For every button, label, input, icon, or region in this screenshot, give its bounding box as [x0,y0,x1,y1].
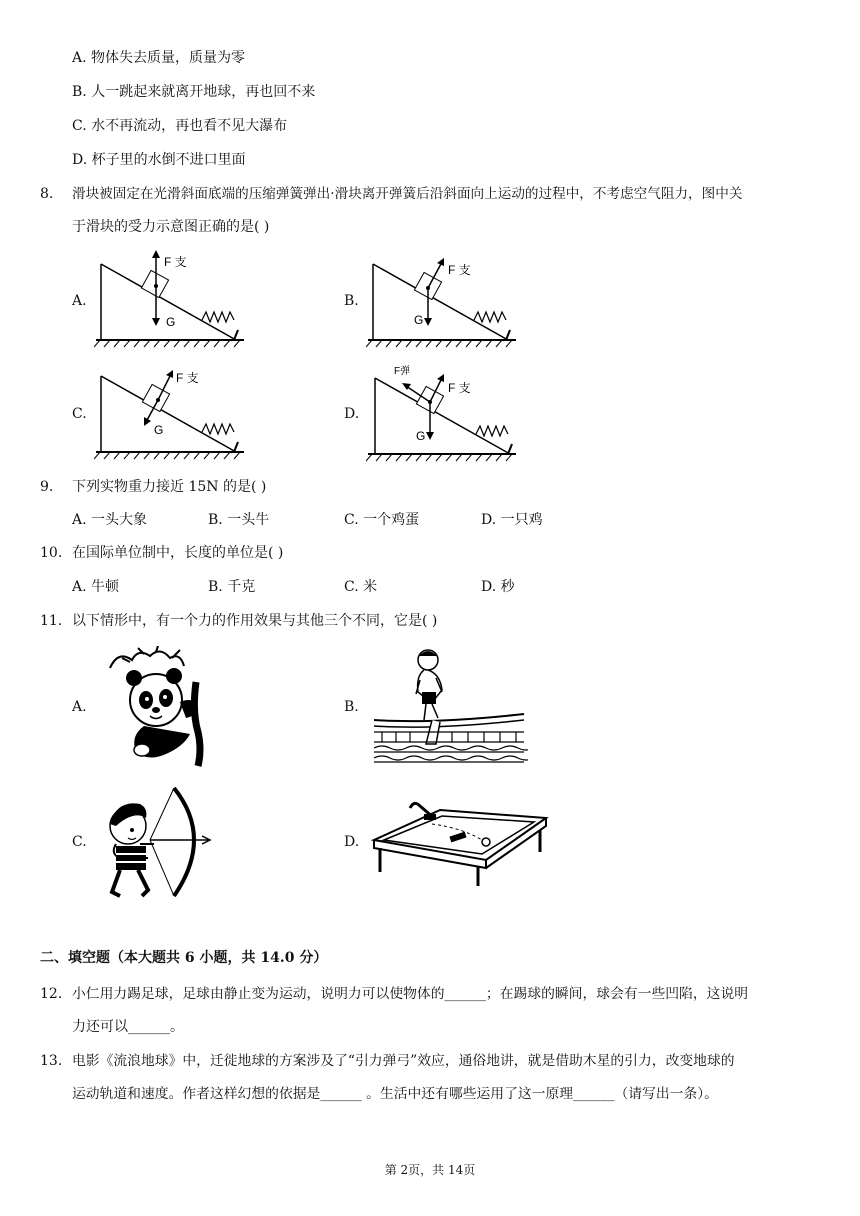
q12-number: 12. [40,986,63,1002]
incline-diagram-b [366,250,518,350]
q13-stem-line2: 运动轨道和速度。作者这样幻想的依据是______ 。生活中还有哪些运用了这一原理______（请写出一条）。 [72,1086,718,1102]
q8-label-a: A. [72,293,87,309]
page-footer: 第 2页，共 14页 [384,1163,476,1177]
q9-option-a: A. 一头大象 [72,512,148,528]
q8-label-b: B. [344,293,359,309]
q9-option-d: D. 一只鸡 [481,512,543,528]
gravity-label-a: G [166,315,176,329]
q7-option-d: D. 杯子里的水倒不进口里面 [72,152,246,168]
force-support-label-c: F 支 [176,371,199,385]
q9-number: 9. [40,479,54,495]
panda-bamboo-picture [100,646,220,768]
q13-stem-line1: 电影《流浪地球》中，迁徙地球的方案涉及了“引力弹弓”效应，通俗地讲，就是借助木星的引力，改变地球的 [72,1053,735,1069]
q13-number: 13. [40,1053,63,1069]
force-support-label-a: F 支 [164,255,187,269]
q10-option-a: A. 牛顿 [72,579,120,595]
q8-label-d: D. [344,406,360,422]
q11-stem: 以下情形中，有一个力的作用效果与其他三个不同，它是( ) [72,613,438,629]
q8-stem-line1: 滑块被固定在光滑斜面底端的压缩弹簧弹出·滑块离开弹簧后沿斜面向上运动的过程中，不考虑空气阻力，图中关 [72,186,743,202]
q7-option-b: B. 人一跳起来就离开地球，再也回不来 [72,84,316,100]
q8-stem-line2: 于滑块的受力示意图正确的是( ) [72,219,270,235]
q9-stem: 下列实物重力接近 15N 的是( ) [72,479,267,495]
ball-table-picture [370,798,550,888]
gravity-label-b: G [414,313,424,327]
q10-option-b: B. 千克 [208,579,256,595]
q7-option-c: C. 水不再流动，再也看不见大瀑布 [72,118,288,134]
gravity-label-c: G [154,423,164,437]
q12-stem-line2: 力还可以______。 [72,1019,184,1035]
q11-label-d: D. [344,834,360,850]
q11-label-a: A. [72,699,87,715]
q8-number: 8. [40,186,54,202]
q10-option-c: C. 米 [344,579,378,595]
force-spring-label-d: F弹 [394,366,411,377]
incline-diagram-c [94,362,246,462]
section-2-heading: 二、填空题（本大题共 6 小题，共 14.0 分） [40,950,328,966]
gravity-label-d: G [416,429,426,443]
force-support-label-d: F 支 [448,381,471,395]
incline-diagram-d [366,362,518,462]
incline-diagram-a [94,250,246,350]
q10-stem: 在国际单位制中，长度的单位是( ) [72,545,284,561]
q8-label-c: C. [72,406,87,422]
q10-number: 10. [40,545,63,561]
q11-label-b: B. [344,699,359,715]
q9-option-c: C. 一个鸡蛋 [344,512,420,528]
q11-number: 11. [40,613,63,629]
force-support-label-b: F 支 [448,263,471,277]
q11-label-c: C. [72,834,87,850]
q7-option-a: A. 物体失去质量，质量为零 [72,50,246,66]
diving-board-picture [372,646,528,772]
q10-option-d: D. 秒 [481,579,515,595]
q12-stem-line1: 小仁用力踢足球，足球由静止变为运动，说明力可以使物体的______；在踢球的瞬间，球会有一些凹陷，这说明 [72,986,749,1002]
archer-bow-picture [98,784,212,900]
q9-option-b: B. 一头牛 [208,512,270,528]
